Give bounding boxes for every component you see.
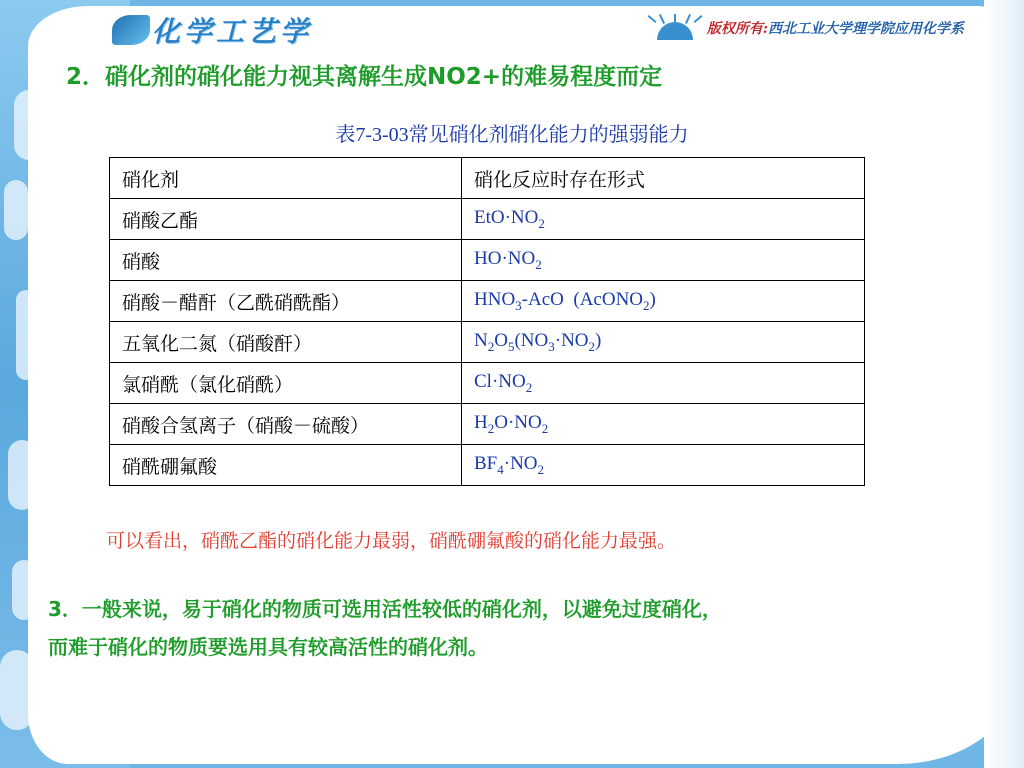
point-3-line: 而难于硝化的物质要选用具有较高活性的硝化剂。 (48, 635, 488, 659)
column-header: 硝化剂 (110, 158, 462, 199)
table-row (110, 322, 865, 363)
form-cell: $HNO_3$-AcO (AcONO$_2$) (462, 281, 865, 322)
agent-cell: 硝酰硼氟酸 (110, 445, 462, 486)
form-cell: $HO\cdot NO_2$ (462, 240, 865, 281)
agent-cell: 五氧化二氮（硝酸酐） (110, 322, 462, 363)
point-3-line: 3．一般来说，易于硝化的物质可选用活性较低的硝化剂，以避免过度硝化， (48, 597, 722, 621)
agent-cell: 硝酸－醋酐（乙酰硝酰酯） (110, 281, 462, 322)
conclusion-note: 可以看出，硝酰乙酯的硝化能力最弱，硝酰硼氟酸的硝化能力最强。 (106, 531, 677, 552)
logo-text: 化学工艺学 (152, 15, 313, 48)
table-row (110, 445, 865, 486)
column-header: 硝化反应时存在形式 (462, 158, 865, 199)
table-row (110, 240, 865, 281)
page-curl (984, 0, 1024, 768)
nitrating-agents-table (109, 157, 865, 486)
table-header-row (110, 158, 865, 199)
table-row (110, 281, 865, 322)
logo-icon (112, 15, 150, 45)
copyright-owner: 西北工业大学理学院应用化学系 (768, 21, 964, 37)
agent-cell: 氯硝酰（氯化硝酰） (110, 363, 462, 404)
form-cell: $N_2O_5(NO_3\cdot NO_2)$ (462, 322, 865, 363)
table-row (110, 404, 865, 445)
form-cell: $EtO\cdot NO_2$ (462, 199, 865, 240)
copyright-label: 版权所有: (706, 21, 768, 37)
agent-cell: 硝酸乙酯 (110, 199, 462, 240)
section-heading: 2．硝化剂的硝化能力视其离解生成NO2+的难易程度而定 (66, 64, 663, 90)
sun-emblem-icon (647, 14, 701, 42)
form-cell: $H_2O\cdot NO_2$ (462, 404, 865, 445)
table-row (110, 199, 865, 240)
form-cell: $Cl\cdot NO_2$ (462, 363, 865, 404)
form-cell: $BF_4\cdot NO_2$ (462, 445, 865, 486)
point-3-text (48, 590, 968, 666)
logo (112, 12, 312, 48)
table-caption: 表7-3-03常见硝化剂硝化能力的强弱能力 (335, 124, 689, 146)
copyright (647, 14, 964, 42)
table-row (110, 363, 865, 404)
agent-cell: 硝酸合氢离子（硝酸－硫酸） (110, 404, 462, 445)
flask-decoration (4, 180, 28, 240)
agent-cell: 硝酸 (110, 240, 462, 281)
